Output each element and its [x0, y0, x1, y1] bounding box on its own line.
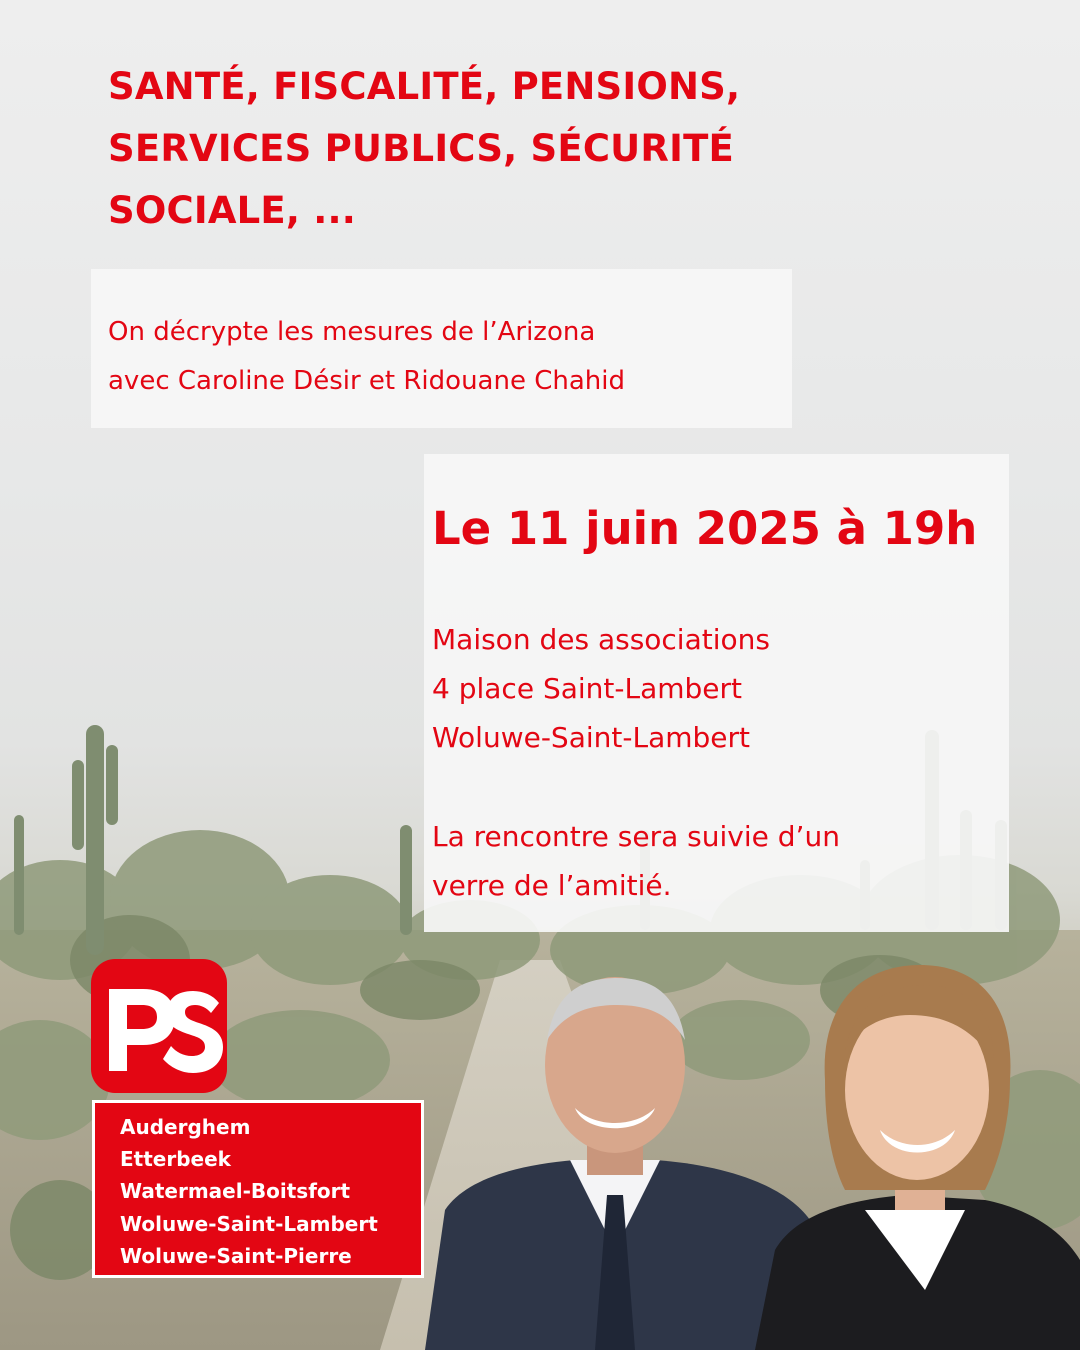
intro-text: [108, 308, 788, 406]
commune-auderghem: Auderghem: [120, 1115, 251, 1139]
commune-watermael-boitsfort: Watermael-Boitsfort: [120, 1179, 351, 1203]
note-line-1: La rencontre sera suivie d’un: [432, 820, 840, 853]
venue-city: Woluwe-Saint-Lambert: [432, 721, 750, 754]
note-line-2: verre de l’amitié.: [432, 869, 672, 902]
event-date: Le 11 juin 2025 à 19h: [432, 502, 978, 555]
commune-etterbeek: Etterbeek: [120, 1147, 231, 1171]
speakers-photo: [425, 960, 1080, 1350]
commune-woluwe-saint-lambert: Woluwe-Saint-Lambert: [120, 1212, 378, 1236]
intro-line-1: On décrypte les mesures de l’Arizona: [108, 317, 596, 347]
ps-logo: [91, 959, 227, 1093]
venue-address: 4 place Saint-Lambert: [432, 672, 743, 705]
event-venue: [432, 615, 1002, 762]
event-note: [432, 812, 1002, 910]
commune-woluwe-saint-pierre: Woluwe-Saint-Pierre: [120, 1244, 352, 1268]
intro-line-2: avec Caroline Désir et Ridouane Chahid: [108, 366, 625, 396]
headline-topics: SANTÉ, FISCALITÉ, PENSIONS, SERVICES PUBLICS, SÉCURITÉ SOCIALE, ...: [108, 65, 741, 232]
ps-logo-mark: [91, 959, 227, 1093]
venue-name: Maison des associations: [432, 623, 770, 656]
portrait-man: [425, 977, 825, 1350]
portrait-woman: [755, 965, 1080, 1350]
